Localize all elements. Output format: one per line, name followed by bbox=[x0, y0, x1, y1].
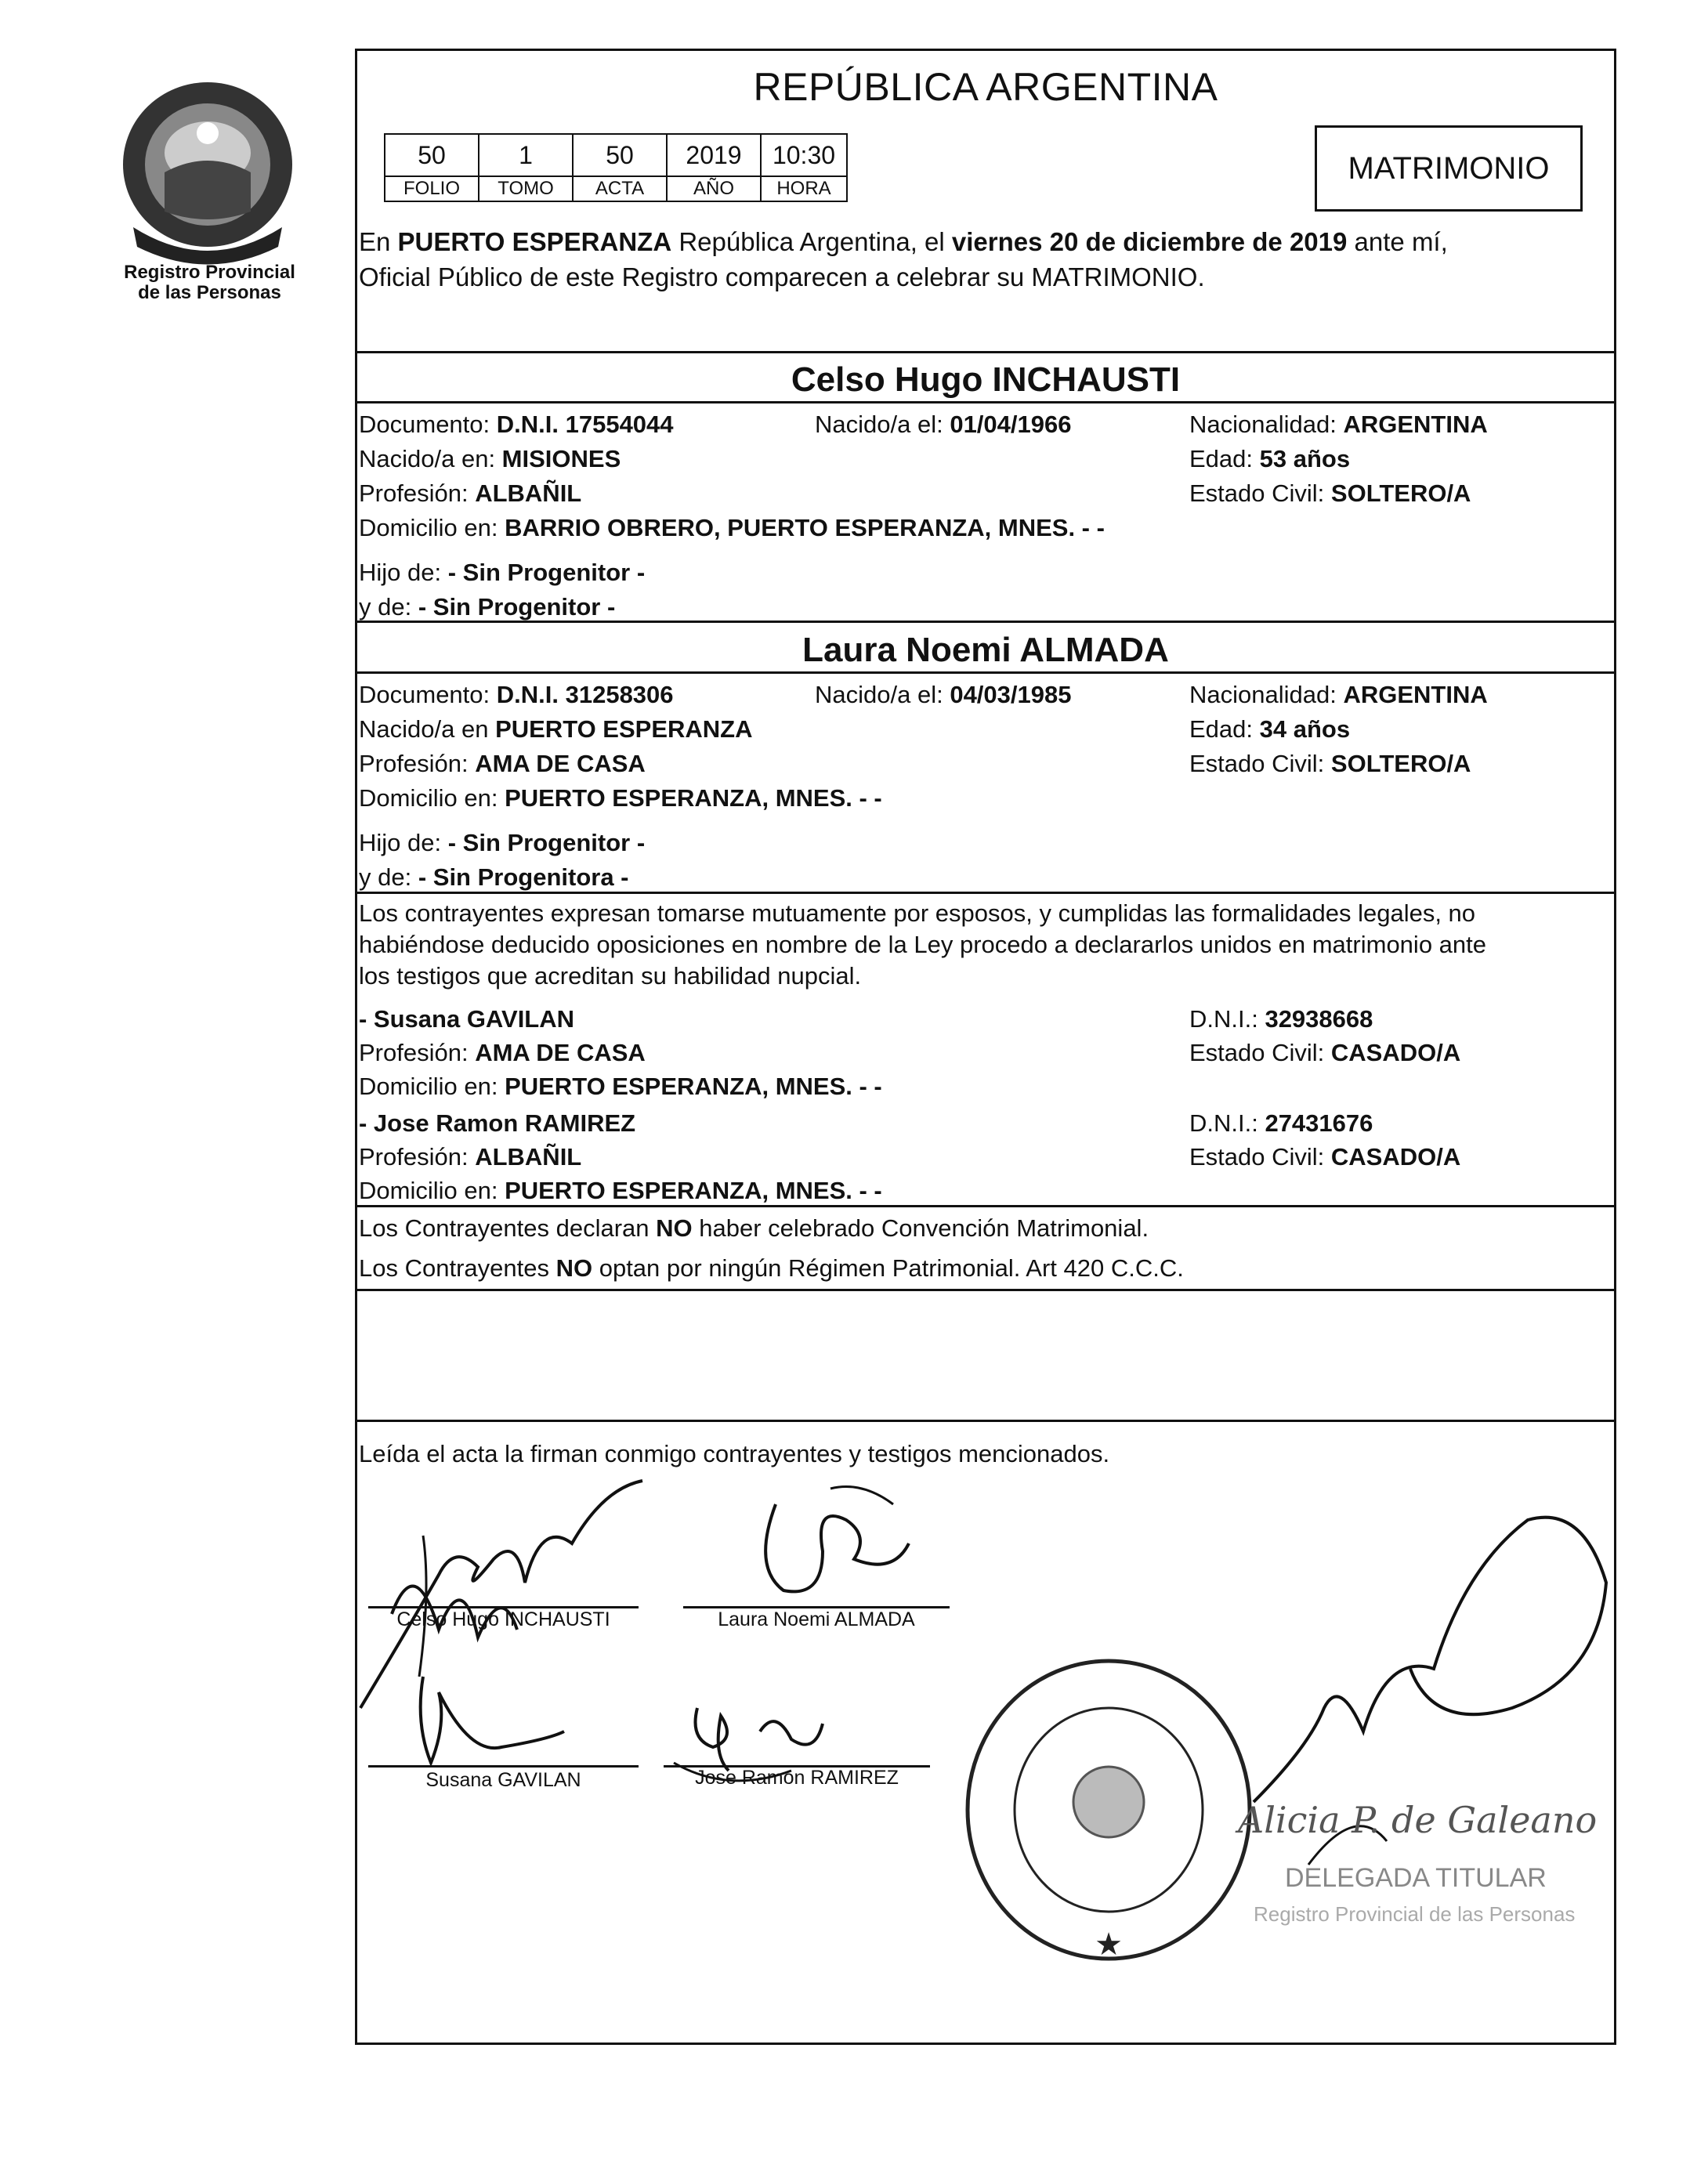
signature-caption-gavilan: Susana GAVILAN bbox=[425, 1769, 581, 1791]
spouse1-nacido-el: Nacido/a el: 01/04/1966 bbox=[815, 411, 1072, 438]
folio-value: 50 bbox=[385, 134, 479, 176]
witness2-profesion: Profesión: ALBAÑIL bbox=[359, 1143, 582, 1171]
record-meta-table bbox=[384, 133, 848, 202]
divider bbox=[355, 1205, 1616, 1207]
intro-date: viernes 20 de diciembre de 2019 bbox=[951, 227, 1348, 256]
intro-line1: En PUERTO ESPERANZA República Argentina, el viernes 20 de diciembre de 2019 ante mí, bbox=[359, 227, 1448, 256]
record-type-box bbox=[1315, 125, 1583, 212]
official-name: Alicia P. de Galeano bbox=[1238, 1799, 1598, 1841]
spouse1-y-de: y de: - Sin Progenitor - bbox=[359, 593, 616, 621]
spouse2-edad: Edad: 34 años bbox=[1189, 715, 1351, 743]
official-org: Registro Provincial de las Personas bbox=[1254, 1902, 1576, 1926]
spouse1-nacionalidad: Nacionalidad: ARGENTINA bbox=[1189, 411, 1488, 438]
spouse1-profesion: Profesión: ALBAÑIL bbox=[359, 479, 582, 507]
hora-value: 10:30 bbox=[761, 134, 847, 176]
witness1-profesion: Profesión: AMA DE CASA bbox=[359, 1039, 646, 1066]
divider bbox=[355, 1420, 1616, 1422]
spouse1-domicilio: Domicilio en: BARRIO OBRERO, PUERTO ESPERANZA, MNES. - - bbox=[359, 514, 1105, 541]
official-role: DELEGADA TITULAR bbox=[1285, 1863, 1547, 1893]
convention-line1: Los Contrayentes declaran NO haber celebrado Convención Matrimonial. bbox=[359, 1214, 1149, 1242]
hora-label: HORA bbox=[761, 176, 847, 201]
signature-caption-ramirez: Jose Ramon RAMIREZ bbox=[695, 1767, 899, 1789]
declaration-line3: los testigos que acreditan su habilidad nupcial. bbox=[359, 962, 862, 990]
divider bbox=[355, 892, 1616, 894]
spouse2-profesion: Profesión: AMA DE CASA bbox=[359, 750, 646, 777]
divider bbox=[355, 401, 1616, 403]
signature-gavilan-icon bbox=[392, 1661, 580, 1771]
acta-value: 50 bbox=[573, 134, 667, 176]
acta-label: ACTA bbox=[573, 176, 667, 201]
spouse1-edad: Edad: 53 años bbox=[1189, 445, 1351, 472]
divider bbox=[355, 621, 1616, 623]
witness1-dni: D.N.I.: 32938668 bbox=[1189, 1005, 1373, 1033]
spouse1-documento: Documento: D.N.I. 17554044 bbox=[359, 411, 674, 438]
registro-stamp-icon bbox=[960, 1653, 1257, 1967]
tomo-value: 1 bbox=[479, 134, 573, 176]
signature-caption-almada: Laura Noemi ALMADA bbox=[718, 1608, 915, 1630]
svg-text:★: ★ bbox=[1095, 1927, 1123, 1962]
intro-line2: Oficial Público de este Registro comparecen a celebrar su MATRIMONIO. bbox=[359, 262, 1205, 291]
folio-label: FOLIO bbox=[385, 176, 479, 201]
spouse1-estado-civil: Estado Civil: SOLTERO/A bbox=[1189, 479, 1471, 507]
logo-caption-line2: de las Personas bbox=[138, 282, 281, 304]
spouse2-nacionalidad: Nacionalidad: ARGENTINA bbox=[1189, 681, 1488, 708]
tomo-label: TOMO bbox=[479, 176, 573, 201]
logo-caption-line1: Registro Provincial bbox=[124, 262, 295, 283]
spouse2-domicilio: Domicilio en: PUERTO ESPERANZA, MNES. - - bbox=[359, 784, 882, 812]
signature-line bbox=[368, 1765, 639, 1768]
logo-caption bbox=[110, 262, 309, 304]
anio-label: AÑO bbox=[667, 176, 761, 201]
witness2-dni: D.N.I.: 27431676 bbox=[1189, 1109, 1373, 1137]
spouse2-name: Laura Noemi ALMADA bbox=[802, 631, 1169, 669]
spouse1-hijo-de: Hijo de: - Sin Progenitor - bbox=[359, 559, 646, 586]
declaration-line1: Los contrayentes expresan tomarse mutuamente por esposos, y cumplidas las formalidades legales, no bbox=[359, 899, 1476, 927]
spouse1-name: Celso Hugo INCHAUSTI bbox=[791, 360, 1181, 399]
spouse1-nacido-en: Nacido/a en: MISIONES bbox=[359, 445, 621, 472]
closing-text: Leída el acta la firman conmigo contrayentes y testigos mencionados. bbox=[359, 1440, 1110, 1467]
spouse2-y-de: y de: - Sin Progenitora - bbox=[359, 863, 629, 891]
convention-line2: Los Contrayentes NO optan por ningún Régimen Patrimonial. Art 420 C.C.C. bbox=[359, 1254, 1184, 1282]
declaration-line2: habiéndose deducido oposiciones en nombre de la Ley procedo a declararlos unidos en matrimonio ante bbox=[359, 931, 1487, 958]
witness2-estado-civil: Estado Civil: CASADO/A bbox=[1189, 1143, 1461, 1171]
signature-almada-icon bbox=[736, 1473, 925, 1614]
record-type: MATRIMONIO bbox=[1348, 150, 1550, 186]
anio-value: 2019 bbox=[667, 134, 761, 176]
spouse2-documento: Documento: D.N.I. 31258306 bbox=[359, 681, 674, 708]
intro-place: PUERTO ESPERANZA bbox=[397, 227, 672, 256]
spouse2-hijo-de: Hijo de: - Sin Progenitor - bbox=[359, 829, 646, 856]
divider bbox=[355, 351, 1616, 353]
witness2-domicilio: Domicilio en: PUERTO ESPERANZA, MNES. - - bbox=[359, 1177, 882, 1204]
spouse2-estado-civil: Estado Civil: SOLTERO/A bbox=[1189, 750, 1471, 777]
divider bbox=[355, 1289, 1616, 1291]
provincia-misiones-seal-icon bbox=[118, 78, 298, 274]
divider bbox=[355, 671, 1616, 674]
document-title: REPÚBLICA ARGENTINA bbox=[753, 65, 1218, 109]
signature-caption-inchausti: Celso Hugo INCHAUSTI bbox=[396, 1608, 610, 1630]
witness1-domicilio: Domicilio en: PUERTO ESPERANZA, MNES. - - bbox=[359, 1073, 882, 1100]
spouse2-nacido-el: Nacido/a el: 04/03/1985 bbox=[815, 681, 1072, 708]
spouse2-nacido-en: Nacido/a en PUERTO ESPERANZA bbox=[359, 715, 753, 743]
witness1-estado-civil: Estado Civil: CASADO/A bbox=[1189, 1039, 1461, 1066]
witness1-name: - Susana GAVILAN bbox=[359, 1005, 575, 1033]
witness2-name: - Jose Ramon RAMIREZ bbox=[359, 1109, 636, 1137]
